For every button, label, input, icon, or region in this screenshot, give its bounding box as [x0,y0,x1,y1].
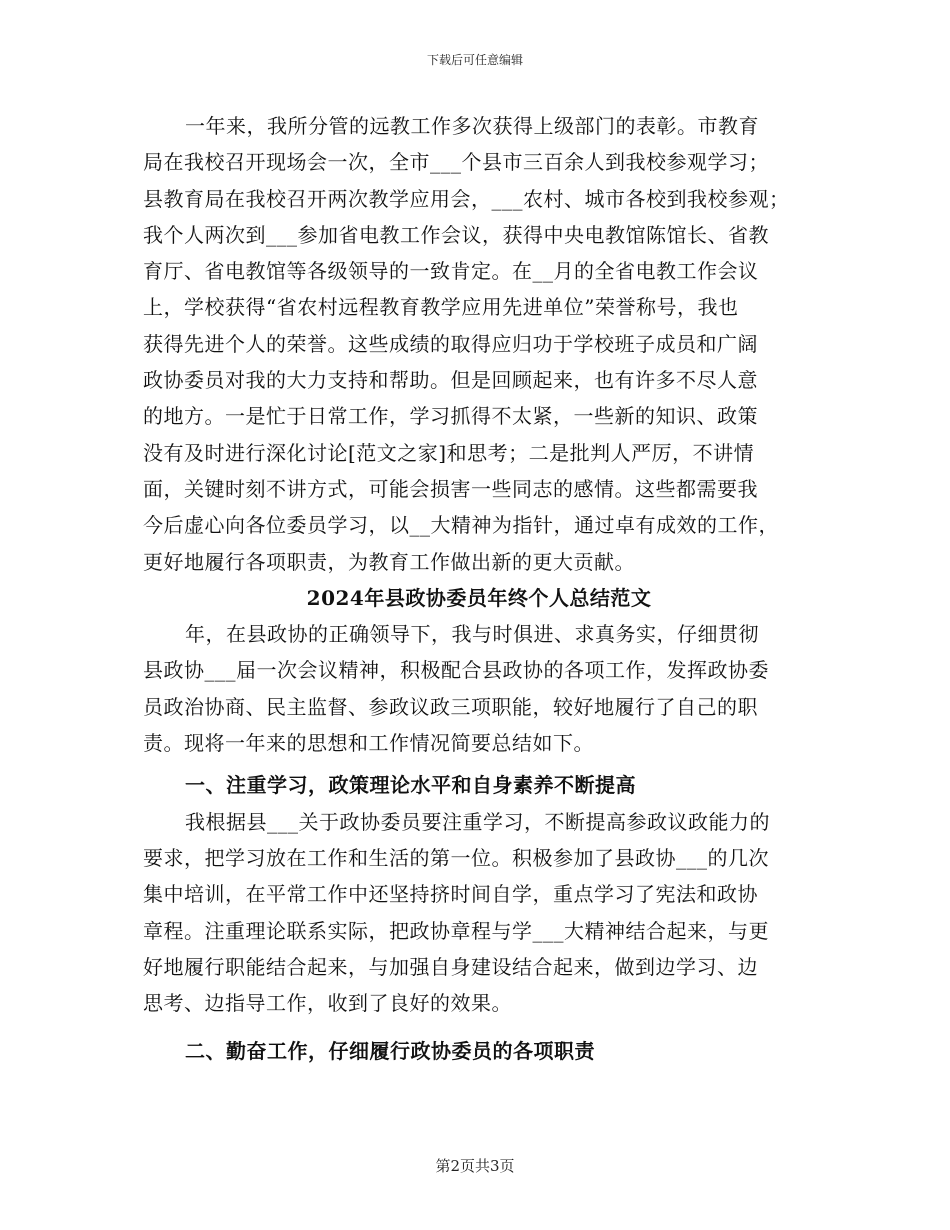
paragraph-study [143,804,815,1022]
text-line: 县政协___届一次会议精神，积极配合县政协的各项工作，发挥政协委 [143,658,769,683]
page-number: 第2页共3页 [435,1157,515,1175]
text-line: 章程。注重理论联系实际，把政协章程与学___大精神结合起来，与更 [143,918,769,943]
text-line: 更好地履行各项职责，为教育工作做出新的更大贡献。 [143,549,635,574]
section-heading-study: 一、注重学习，政策理论水平和自身素养不断提高 [185,773,636,798]
text-line: 县教育局在我校召开两次教学应用会，___农村、城市各校到我校参观； [143,186,790,211]
document-title: 2024年县政协委员年终个人总结范文 [306,585,652,610]
document-body [143,108,815,1070]
page-header-note: 下载后可任意编辑 [426,53,523,67]
text-line: 我个人两次到___参加省电教工作会议，获得中央电教馆陈馆长、省教 [143,222,769,247]
text-line: 一年来，我所分管的远教工作多次获得上级部门的表彰。市教育 [185,114,759,138]
text-line: 今后虚心向各位委员学习，以__大精神为指针，通过卓有成效的工作， [143,513,779,538]
text-line: 好地履行职能结合起来，与加强自身建设结合起来，做到边学习、边 [143,954,758,979]
text-line: 政协委员对我的大力支持和帮助。但是回顾起来，也有许多不尽人意 [143,368,758,393]
text-line: 面，关键时刻不讲方式，可能会损害一些同志的感情。这些都需要我 [143,476,758,501]
text-line: 局在我校召开现场会一次，全市___个县市三百余人到我校参观学习； [143,150,769,175]
text-line: 的地方。一是忙于日常工作，学习抓得不太紧，一些新的知识、政策 [143,404,758,429]
text-line: 我根据县___关于政协委员要注重学习，不断提高参政议政能力的 [185,809,770,834]
text-line: 获得先进个人的荣誉。这些成绩的取得应归功于学校班子成员和广阔 [143,331,758,356]
text-line: 年，在县政协的正确领导下，我与时俱进、求真务实，仔细贯彻 [185,622,759,647]
text-line: 要求，把学习放在工作和生活的第一位。积极参加了县政协___的几次 [143,845,769,870]
paragraph-achievements [143,108,815,580]
text-line: 上，学校获得“省农村远程教育教学应用先进单位”荣誉称号，我也 [143,295,739,320]
text-line: 没有及时进行深化讨论[范文之家]和思考；二是批判人严厉，不讲情 [143,440,755,465]
text-line: 员政治协商、民主监督、参政议政三项职能，较好地履行了自己的职 [143,694,758,719]
section-heading-work: 二、勤奋工作，仔细履行政协委员的各项职责 [185,1039,595,1064]
text-line: 育厅、省电教馆等各级领导的一致肯定。在__月的全省电教工作会议 [143,259,759,284]
text-line: 责。现将一年来的思想和工作情况简要总结如下。 [143,731,594,756]
paragraph-intro [143,616,815,761]
text-line: 思考、边指导工作，收到了良好的效果。 [143,991,512,1016]
text-line: 集中培训，在平常工作中还坚持挤时间自学，重点学习了宪法和政协 [143,882,758,907]
